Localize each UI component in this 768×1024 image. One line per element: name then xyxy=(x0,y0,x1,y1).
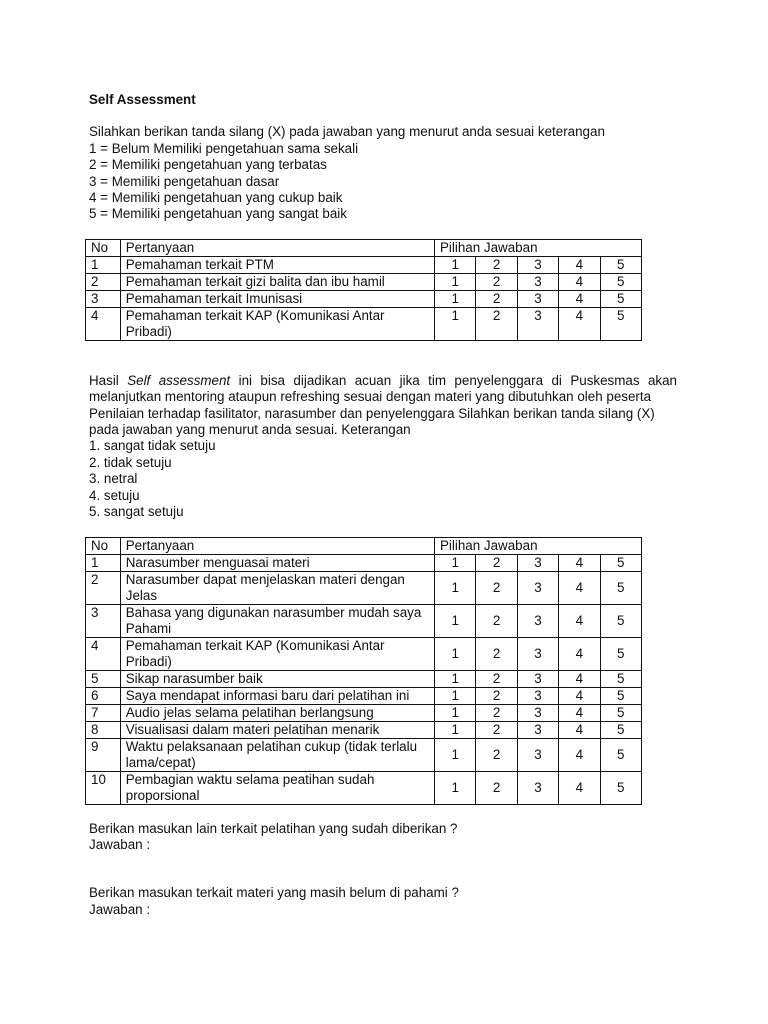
table-row xyxy=(86,687,642,704)
table-row xyxy=(86,771,642,804)
choice-cell[interactable]: 4 xyxy=(559,273,600,290)
choice-cell[interactable]: 4 xyxy=(559,670,600,687)
row-no: 6 xyxy=(86,687,121,704)
table-row xyxy=(86,307,642,340)
choice-cell[interactable]: 4 xyxy=(559,704,600,721)
row-question: Pemahaman terkait Imunisasi xyxy=(120,290,434,307)
row-no: 8 xyxy=(86,721,121,738)
table-header-row xyxy=(86,537,642,554)
choice-cell[interactable]: 3 xyxy=(517,771,558,804)
row-no: 10 xyxy=(86,771,121,804)
evaluation-instruction-cont: pada jawaban yang menurut anda sesuai. Keterangan xyxy=(89,422,411,438)
choice-cell[interactable]: 2 xyxy=(476,704,517,721)
instruction-text: Silahkan berikan tanda silang (X) pada jawaban yang menurut anda sesuai keterangan xyxy=(89,124,605,140)
header-choice: Pilihan Jawaban xyxy=(435,537,642,554)
feedback-answer-label[interactable]: Jawaban : xyxy=(89,901,151,917)
row-no: 2 xyxy=(86,273,121,290)
row-question: Bahasa yang digunakan narasumber mudah saya Pahami xyxy=(120,604,434,637)
choice-cell[interactable]: 1 xyxy=(435,721,476,738)
choice-cell[interactable]: 5 xyxy=(600,256,641,273)
row-no: 7 xyxy=(86,704,121,721)
choice-cell[interactable]: 5 xyxy=(600,670,641,687)
table-row xyxy=(86,670,642,687)
choice-cell[interactable]: 2 xyxy=(476,307,517,340)
choice-cell[interactable]: 3 xyxy=(517,256,558,273)
scale-item: 1 = Belum Memiliki pengetahuan sama sekali xyxy=(89,140,359,156)
choice-cell[interactable]: 1 xyxy=(435,554,476,571)
choice-cell[interactable]: 2 xyxy=(476,571,517,604)
agreement-scale-item: 5. sangat setuju xyxy=(89,504,184,520)
choice-cell[interactable]: 3 xyxy=(517,554,558,571)
choice-cell[interactable]: 4 xyxy=(559,256,600,273)
document-title: Self Assessment xyxy=(89,92,196,107)
choice-cell[interactable]: 3 xyxy=(517,307,558,340)
choice-cell[interactable]: 2 xyxy=(476,273,517,290)
agreement-scale-item: 1. sangat tidak setuju xyxy=(89,438,216,454)
row-question: Pemahaman terkait KAP (Komunikasi Antar Pribadi) xyxy=(120,307,434,340)
row-no: 3 xyxy=(86,290,121,307)
choice-cell[interactable]: 5 xyxy=(600,687,641,704)
feedback-question: Berikan masukan lain terkait pelatihan yang sudah diberikan ? xyxy=(89,820,458,836)
row-no: 4 xyxy=(86,637,121,670)
choice-cell[interactable]: 2 xyxy=(476,604,517,637)
choice-cell[interactable]: 1 xyxy=(435,738,476,771)
row-question: Pemahaman terkait gizi balita dan ibu hamil xyxy=(120,273,434,290)
agreement-scale-item: 4. setuju xyxy=(89,487,140,503)
choice-cell[interactable]: 1 xyxy=(435,771,476,804)
row-no: 9 xyxy=(86,738,121,771)
choice-cell[interactable]: 5 xyxy=(600,554,641,571)
table-header-row xyxy=(86,239,642,256)
choice-cell[interactable]: 5 xyxy=(600,637,641,670)
choice-cell[interactable]: 1 xyxy=(435,604,476,637)
header-choice: Pilihan Jawaban xyxy=(435,239,642,256)
row-no: 2 xyxy=(86,571,121,604)
choice-cell[interactable]: 5 xyxy=(600,571,641,604)
evaluation-table xyxy=(85,537,642,805)
knowledge-assessment-table xyxy=(85,239,642,341)
row-no: 1 xyxy=(86,256,121,273)
choice-cell[interactable]: 4 xyxy=(559,554,600,571)
row-no: 1 xyxy=(86,554,121,571)
choice-cell[interactable]: 4 xyxy=(559,290,600,307)
table-row xyxy=(86,273,642,290)
choice-cell[interactable]: 5 xyxy=(600,704,641,721)
table-row xyxy=(86,704,642,721)
intro-prefix: Hasil xyxy=(89,372,128,388)
evaluation-intro-paragraph xyxy=(89,373,677,406)
choice-cell[interactable]: 3 xyxy=(517,704,558,721)
choice-cell[interactable]: 4 xyxy=(559,571,600,604)
choice-cell[interactable]: 1 xyxy=(435,571,476,604)
row-question: Waktu pelaksanaan pelatihan cukup (tidak terlalu lama/cepat) xyxy=(120,738,434,771)
row-question: Pemahaman terkait KAP (Komunikasi Antar Pribadi) xyxy=(120,637,434,670)
choice-cell[interactable]: 5 xyxy=(600,604,641,637)
intro-body: ini bisa dijadikan acuan jika tim penyelenggara di Puskesmas akan melanjutkan mentoring ataupun refreshing sesuai dengan materi yang dibutuhkan oleh peserta xyxy=(89,372,677,405)
row-no: 5 xyxy=(86,670,121,687)
choice-cell[interactable]: 3 xyxy=(517,637,558,670)
choice-cell[interactable]: 1 xyxy=(435,670,476,687)
choice-cell[interactable]: 2 xyxy=(476,256,517,273)
header-question: Pertanyaan xyxy=(120,239,434,256)
self-assessment-emphasis: Self assessment xyxy=(127,372,231,388)
table-row xyxy=(86,290,642,307)
feedback-answer-label[interactable]: Jawaban : xyxy=(89,836,151,852)
choice-cell[interactable]: 3 xyxy=(517,738,558,771)
choice-cell[interactable]: 4 xyxy=(559,738,600,771)
feedback-question: Berikan masukan terkait materi yang masih belum di pahami ? xyxy=(89,885,459,901)
row-question: Visualisasi dalam materi pelatihan menarik xyxy=(120,721,434,738)
choice-cell[interactable]: 1 xyxy=(435,687,476,704)
table-row xyxy=(86,637,642,670)
row-question: Narasumber menguasai materi xyxy=(120,554,434,571)
choice-cell[interactable]: 3 xyxy=(517,687,558,704)
table-row xyxy=(86,721,642,738)
table-row xyxy=(86,604,642,637)
choice-cell[interactable]: 1 xyxy=(435,637,476,670)
row-question: Narasumber dapat menjelaskan materi dengan Jelas xyxy=(120,571,434,604)
choice-cell[interactable]: 4 xyxy=(559,771,600,804)
choice-cell[interactable]: 4 xyxy=(559,721,600,738)
choice-cell[interactable]: 3 xyxy=(517,571,558,604)
choice-cell[interactable]: 3 xyxy=(517,670,558,687)
table-row xyxy=(86,256,642,273)
scale-item: 2 = Memiliki pengetahuan yang terbatas xyxy=(89,157,327,173)
choice-cell[interactable]: 5 xyxy=(600,721,641,738)
choice-cell[interactable]: 1 xyxy=(435,290,476,307)
agreement-scale-item: 3. netral xyxy=(89,471,138,487)
choice-cell[interactable]: 2 xyxy=(476,554,517,571)
choice-cell[interactable]: 2 xyxy=(476,637,517,670)
table-row xyxy=(86,554,642,571)
choice-cell[interactable]: 1 xyxy=(435,273,476,290)
choice-cell[interactable]: 3 xyxy=(517,290,558,307)
choice-cell[interactable]: 4 xyxy=(559,307,600,340)
choice-cell[interactable]: 5 xyxy=(600,307,641,340)
row-no: 4 xyxy=(86,307,121,340)
choice-cell[interactable]: 3 xyxy=(517,604,558,637)
choice-cell[interactable]: 2 xyxy=(476,290,517,307)
row-question: Saya mendapat informasi baru dari pelatihan ini xyxy=(120,687,434,704)
choice-cell[interactable]: 2 xyxy=(476,670,517,687)
header-no: No xyxy=(86,537,121,554)
choice-cell[interactable]: 3 xyxy=(517,273,558,290)
row-question: Pemahaman terkait PTM xyxy=(120,256,434,273)
choice-cell[interactable]: 1 xyxy=(435,307,476,340)
choice-cell[interactable]: 5 xyxy=(600,771,641,804)
choice-cell[interactable]: 3 xyxy=(517,721,558,738)
header-no: No xyxy=(86,239,121,256)
row-no: 3 xyxy=(86,604,121,637)
choice-cell[interactable]: 2 xyxy=(476,687,517,704)
choice-cell[interactable]: 4 xyxy=(559,637,600,670)
choice-cell[interactable]: 5 xyxy=(600,290,641,307)
choice-cell[interactable]: 2 xyxy=(476,721,517,738)
evaluation-instruction: Penilaian terhadap fasilitator, narasumber dan penyelenggara Silahkan berikan tanda silang (X) xyxy=(89,405,655,421)
scale-item: 3 = Memiliki pengetahuan dasar xyxy=(89,173,280,189)
document-page xyxy=(89,92,681,918)
row-question: Pembagian waktu selama peatihan sudah proporsional xyxy=(120,771,434,804)
choice-cell[interactable]: 5 xyxy=(600,273,641,290)
row-question: Audio jelas selama pelatihan berlangsung xyxy=(120,704,434,721)
scale-item: 5 = Memiliki pengetahuan yang sangat baik xyxy=(89,206,347,222)
choice-cell[interactable]: 2 xyxy=(476,738,517,771)
choice-cell[interactable]: 4 xyxy=(559,687,600,704)
choice-cell[interactable]: 1 xyxy=(435,704,476,721)
choice-cell[interactable]: 4 xyxy=(559,604,600,637)
choice-cell[interactable]: 5 xyxy=(600,738,641,771)
header-question: Pertanyaan xyxy=(120,537,434,554)
agreement-scale-item: 2. tidak setuju xyxy=(89,454,172,470)
table-row xyxy=(86,571,642,604)
scale-item: 4 = Memiliki pengetahuan yang cukup baik xyxy=(89,190,343,206)
row-question: Sikap narasumber baik xyxy=(120,670,434,687)
choice-cell[interactable]: 1 xyxy=(435,256,476,273)
choice-cell[interactable]: 2 xyxy=(476,771,517,804)
table-row xyxy=(86,738,642,771)
